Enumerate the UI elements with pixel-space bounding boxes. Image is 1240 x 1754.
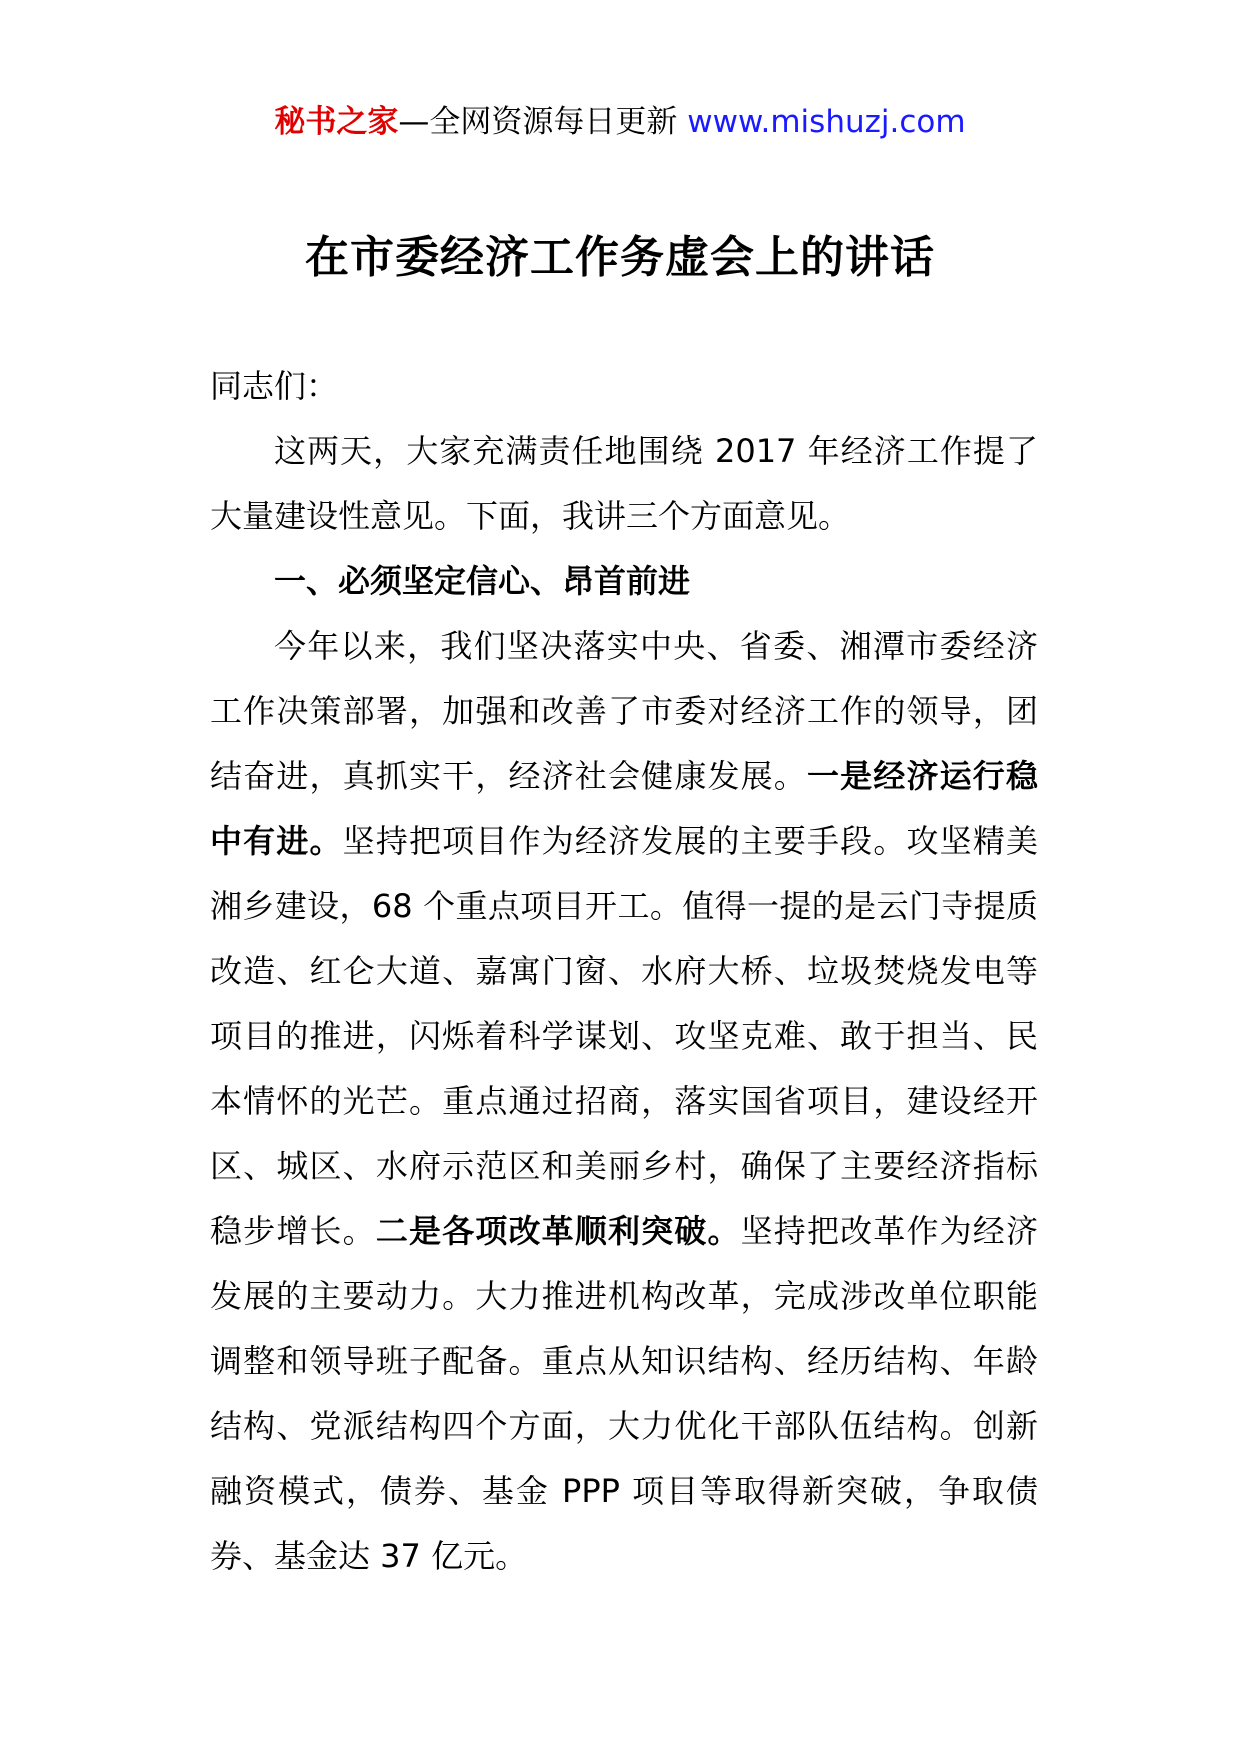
document-body	[210, 354, 1038, 1589]
site-tagline: —全网资源每日更新	[398, 104, 688, 140]
intro-paragraph: 这两天，大家充满责任地围绕 2017 年经济工作提了大量建设性意见。下面，我讲三个方面意见。	[210, 432, 1038, 535]
section-heading-1: 一、必须坚定信心、昂首前进	[274, 562, 691, 600]
paragraph-text: 坚持把改革作为经济发展的主要动力。大力推进机构改革，完成涉改单位职能调整和领导班子配备。重点从知识结构、经历结构、年龄结构、党派结构四个方面，大力优化干部队伍结构。创新融资模式，债券、基金 PPP 项目等取得新突破，争取债券、基金达 37 亿元。	[210, 1212, 1038, 1575]
section-1-paragraph	[210, 614, 1038, 1589]
site-brand: 秘书之家	[274, 104, 399, 140]
site-header	[0, 100, 1240, 144]
bold-point-2: 二是各项改革顺利突破。	[375, 1212, 741, 1250]
site-url-link[interactable]: www.mishuzj.com	[687, 104, 966, 140]
salutation: 同志们：	[210, 367, 339, 405]
paragraph-text: 坚持把项目作为经济发展的主要手段。攻坚精美湘乡建设，68 个重点项目开工。值得一提的是云门寺提质改造、红仑大道、嘉寓门窗、水府大桥、垃圾焚烧发电等项目的推进，闪烁着科学谋划、攻坚克难、敢于担当、民本情怀的光芒。重点通过招商，落实国省项目，建设经开区、城区、水府示范区和美丽乡村，确保了主要经济指标稳步增长。	[210, 822, 1038, 1250]
document-title: 在市委经济工作务虚会上的讲话	[305, 232, 935, 283]
paragraph-text: 今年以来，我们坚决落实中央、省委、湘潭市委经济工作决策部署，加强和改善了市委对经济工作的领导，团结奋进，真抓实干，经济社会健康发展。	[210, 627, 1038, 795]
bold-point-1: 一是经济运行稳中有进。	[210, 757, 1038, 860]
